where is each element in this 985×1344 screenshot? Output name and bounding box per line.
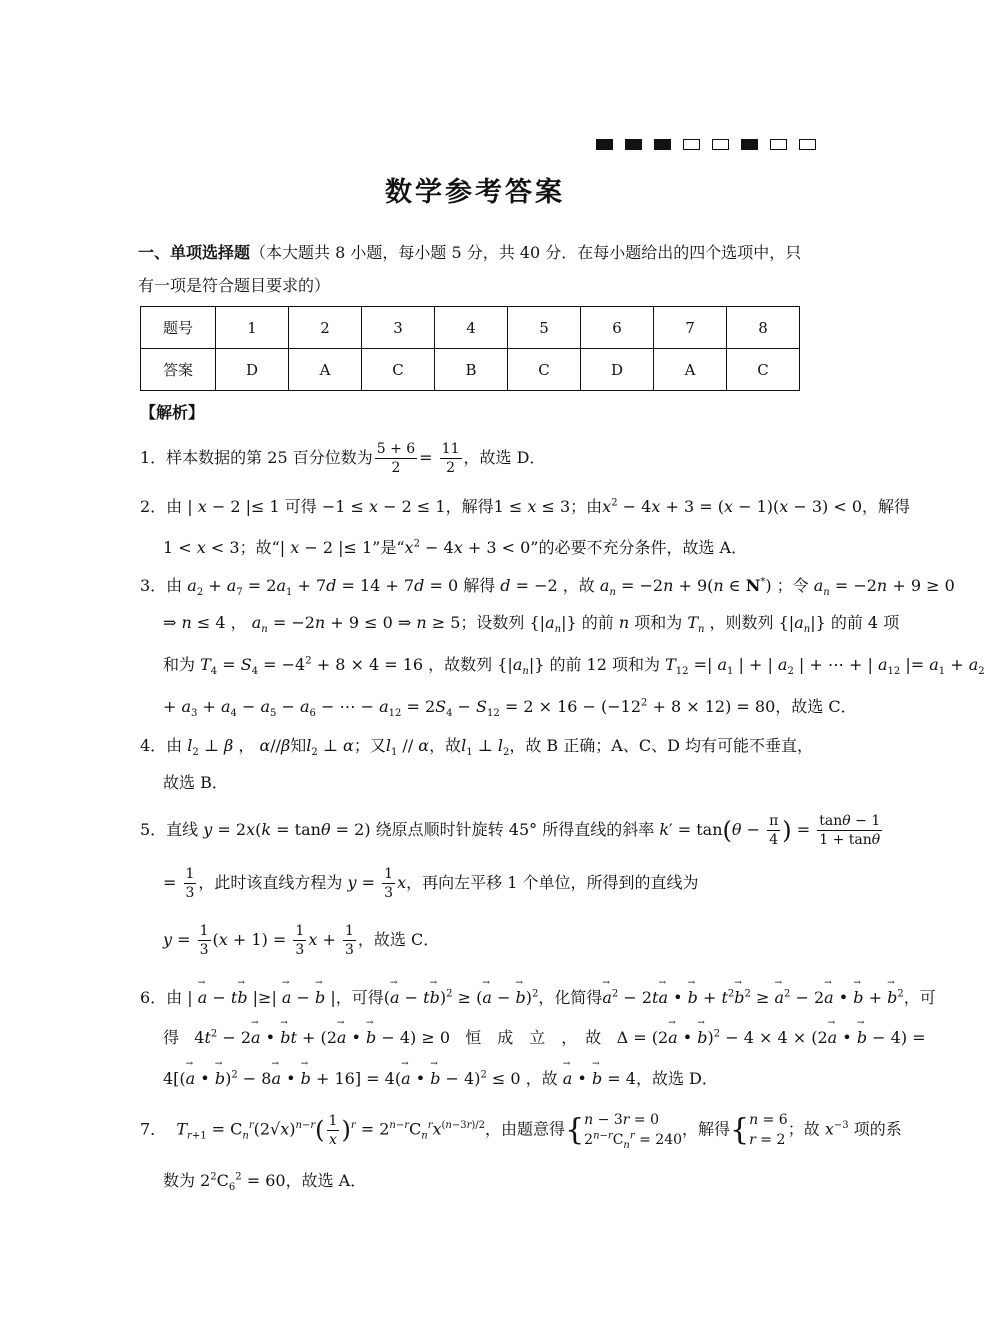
table-cell: B: [435, 349, 508, 391]
row-label: 题号: [141, 307, 216, 349]
solution-6-line-3: 4[(→ a • → b)$^2$ − 8→ a • → b + 16] = 4(→ a • → b − 4)$^2$ ≤ 0 ，故 → a • → b = 4，故选 D．: [163, 1066, 718, 1089]
table-cell: 4: [435, 307, 508, 349]
table-cell: C: [362, 349, 435, 391]
solution-6-line-2: 得 $4t^2 - 2\to a$ • → bt + (2→ a • → b − 4) ≥ 0 恒 成 立 ， 故 Δ = (2→ a • → b)$^2$ − 4 × 4 × (2→ a • → b − 4) =: [163, 1025, 926, 1048]
solution-7-cont: 数为 $2^2C_6^2 = 60$，故选 A．: [163, 1171, 367, 1194]
table-cell: A: [654, 349, 727, 391]
table-cell: C: [508, 349, 581, 391]
section-description: （本大题共 8 小题，每小题 5 分，共 40 分．在每小题给出的四个选项中，只有一项是符合题目要求的）: [138, 243, 802, 295]
solution-4-cont: 故选 B．: [163, 773, 228, 792]
table-cell: C: [727, 349, 800, 391]
table-cell: 8: [727, 307, 800, 349]
table-cell: 7: [654, 307, 727, 349]
analysis-heading: 【解析】: [140, 403, 205, 422]
solution-3-line-2: ⇒ n ≤ 4 ， $a_n = -2n + 9 \le 0$ ⇒ n ≥ 5；设数列 $\{|a_n|\}$ 的前 n 项和为 $T_n$ ，则数列 $\{|a_n|\}$ 的前 4 项: [163, 613, 900, 636]
solution-2: 2．由 | x − 2 |≤ 1 可得 −1 ≤ x − 2 ≤ 1，解得1 ≤ x ≤ 3；由$x^2 - 4x + 3 = (x - 1)(x - 3) < 0$，解得: [140, 497, 911, 516]
table-row: [141, 307, 800, 349]
table-cell: A: [289, 349, 362, 391]
solution-5-line-3: y = $\frac{1}{3}$ (x + 1) = $\frac{1}{3}$ x + $\frac{1}{3}$ ，故选 C．: [163, 923, 440, 958]
table-cell: D: [581, 349, 654, 391]
solution-7: 7． $T_{r+1} = C_n^r(2√x)^{n-r}$( $\frac{1}{x}$ )$^r = 2^{n-r}C_n^rx^{(n-3r)/2}$，由题意得{ n − 3r = 0 $2^{n-r}C_n^r = 240$ ，解得{ n = 6 r = 2 ；故 $x^{-3}$ 项的系: [140, 1112, 902, 1151]
solution-5-line-2: = $\frac{1}{3}$ ，此时该直线方程为 y = $\frac{1}{3}$ x，再向左平移 1 个单位，所得到的直线为: [163, 866, 699, 901]
solution-3-line-4: + $a_3 + a_4 - a_5 - a_6$ − ⋯ − $a_{12} = 2S_4 - S_{12} = 2 \times 16 - (-12^2 + 8 \times 12) = 80$，故选 C．: [163, 697, 857, 720]
empty-square-icon: [770, 139, 787, 150]
table-cell: 6: [581, 307, 654, 349]
empty-square-icon: [799, 139, 816, 150]
table-cell: 5: [508, 307, 581, 349]
page-title: 数学参考答案: [385, 177, 565, 208]
solution-3-line-3: 和为 $T_4 = S_4 = -4^2 + 8 \times 4 = 16$ ，故数列 $\{|a_n|\}$ 的前 12 项和为 $T_{12}$ =| $a_1$ | + | $a_2$ | + ⋯ + | $a_{12}$ |= $a_1 + a_2$: [163, 655, 985, 678]
empty-square-icon: [683, 139, 700, 150]
solution-4: 4．由 $l_2$ ⊥ β ， α//β知$l_2$ ⊥ α；又$l_1$ // α，故$l_1$ ⊥ $l_2$，故 B 正确；A、C、D 均有可能不垂直，: [140, 736, 813, 759]
table-row: [141, 349, 800, 391]
solution-6: 6．由 | → a − t→ b |≥| → a − → b |，可得(→ a − t→ b)$^2$ ≥ (→ a − → b)$^2$，化简得→ $a^2 - 2t\to a$ • → $b + t^2\to b^2$ ≥ → $a^2 - 2\to a$ • → b + → $b^2$，可: [140, 985, 936, 1008]
answer-marks: [596, 139, 816, 150]
filled-square-icon: [654, 139, 671, 150]
solution-2-cont: 1 < x < 3；故“| x − 2 |≤ 1”是“$x^2 - 4x + 3 < 0$”的必要不充分条件，故选 A．: [163, 538, 748, 557]
table-cell: D: [216, 349, 289, 391]
filled-square-icon: [625, 139, 642, 150]
solution-5: 5．直线 y = 2x(k = tanθ = 2) 绕原点顺时针旋转 45° 所得直线的斜率 k′ = tan(θ − $\frac{\pi}{4}$ ) = $\frac{\tan\theta - 1}{1 + \tan\theta}$: [140, 813, 881, 848]
empty-square-icon: [712, 139, 729, 150]
table-cell: 1: [216, 307, 289, 349]
filled-square-icon: [741, 139, 758, 150]
row-label: 答案: [141, 349, 216, 391]
table-cell: 2: [289, 307, 362, 349]
table-cell: 3: [362, 307, 435, 349]
answer-table: [140, 306, 800, 391]
solution-1: 1．样本数据的第 25 百分位数为 $\frac{5 + 6}{2}$ = $\frac{11}{2}$ ，故选 D．: [140, 441, 546, 476]
section-intro: [138, 236, 816, 302]
section-heading: 一、单项选择题: [138, 243, 251, 262]
filled-square-icon: [596, 139, 613, 150]
solution-3: 3．由 $a_2 + a_7 = 2a_1 + 7d = 14 + 7d = 0$ 解得 d = −2 ，故 $a_n = -2n + 9(n$ ∈ N*) ；令 $a_n = -2n + 9 \ge 0$: [140, 576, 955, 599]
